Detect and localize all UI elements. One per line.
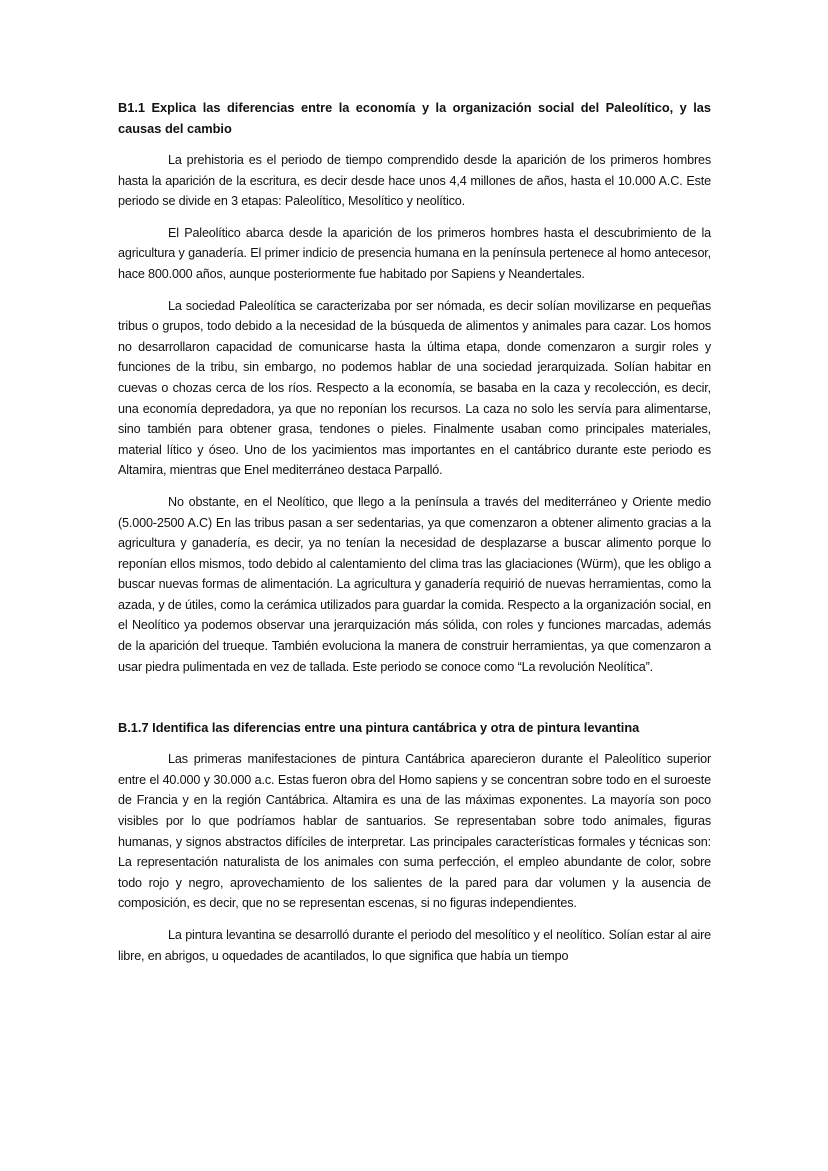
section-heading: B.1.7 Identifica las diferencias entre una pintura cantábrica y otra de pintura levantina: [118, 720, 640, 736]
section-b1-7: [118, 717, 711, 966]
paragraph: Las primeras manifestaciones de pintura Cantábrica aparecieron durante el Paleolítico superior entre el 40.000 y 30.000 a.c. Estas fueron obra del Homo sapiens y se concentran sobre todo en el suroeste de Francia y en la región Cantábrica. Altamira es una de las máximas exponentes. La mayoría son poco visibles por lo que podríamos hablar de santuarios. Se representaban sobre todo animales, figuras humanas, y signos abstractos difíciles de interpretar. Las principales características formales y técnicas son: La representación naturalista de los animales con suma perfección, el empleo abundante de color, sobre todo rojo y negro, aprovechamiento de los salientes de la pared para dar volumen y la ausencia de composición, es decir, que no se representan escenas, si no figuras independientes.: [118, 752, 711, 911]
section-b1-1: [118, 97, 711, 677]
paragraph: La prehistoria es el periodo de tiempo comprendido desde la aparición de los primeros hombres hasta la aparición de la escritura, es decir desde hace unos 4,4 millones de años, hasta el 10.000 A.C. Este periodo se divide en 3 etapas: Paleolítico, Mesolítico y neolítico.: [118, 153, 711, 209]
section-spacer: [118, 688, 711, 717]
paragraph: La sociedad Paleolítica se caracterizaba por ser nómada, es decir solían movilizarse en pequeñas tribus o grupos, todo debido a la necesidad de la búsqueda de alimentos y animales para cazar. Los homos no desarrollaron capacidad de comunicarse hasta la última etapa, donde comenzaron a surgir roles y funciones de la tribu, sin embargo, no podemos hablar de una sociedad jerarquizada. Solían habitar en cuevas o chozas cerca de los ríos. Respecto a la economía, se basaba en la caza y recolección, es decir, una economía depredadora, ya que no reponían los recursos. La caza no solo les servía para alimentarse, sino también para obtener grasa, tendones o pieles. Finalmente usaban como principales materiales, material lítico y óseo. Uno de los yacimientos mas importantes en el cantábrico durante este periodo es Altamira, mientras que Enel mediterráneo destaca Parpalló.: [118, 298, 711, 478]
paragraph: No obstante, en el Neolítico, que llego a la península a través del mediterráneo y Oriente medio (5.000-2500 A.C) En las tribus pasan a ser sedentarias, ya que comenzaron a obtener alimento gracias a la agricultura y ganadería, es decir, ya no tenían la necesidad de desplazarse a buscar alimento porque lo reponían ellos mismos, todo debido al calentamiento del clima tras las glaciaciones (Würm), que les obligo a buscar nuevas formas de alimentación. La agricultura y ganadería requirió de nuevas herramientas, como la azada, y de útiles, como la cerámica utilizados para guardar la comida. Respecto a la organización social, en el Neolítico ya podemos observar una jerarquización más sólida, con roles y funciones marcadas, además de la aparición del trueque. También evoluciona la manera de construir herramientas, ya que comenzaron a usar piedra pulimentada en vez de tallada. Este periodo se conoce como “La revolución Neolítica”.: [118, 494, 711, 674]
section-heading: B1.1 Explica las diferencias entre la economía y la organización social del Paleolítico, y las causas del cambio: [118, 100, 711, 136]
paragraph: El Paleolítico abarca desde la aparición de los primeros hombres hasta el descubrimiento de la agricultura y ganadería. El primer indicio de presencia humana en la península pertenece al homo antecesor, hace 800.000 años, aunque posteriormente fue habitado por Sapiens y Neandertales.: [118, 225, 711, 281]
document-page: [118, 97, 711, 977]
paragraph: La pintura levantina se desarrolló durante el periodo del mesolítico y el neolítico. Solían estar al aire libre, en abrigos, u oquedades de acantilados, lo que significa que había un tiempo: [118, 928, 711, 963]
